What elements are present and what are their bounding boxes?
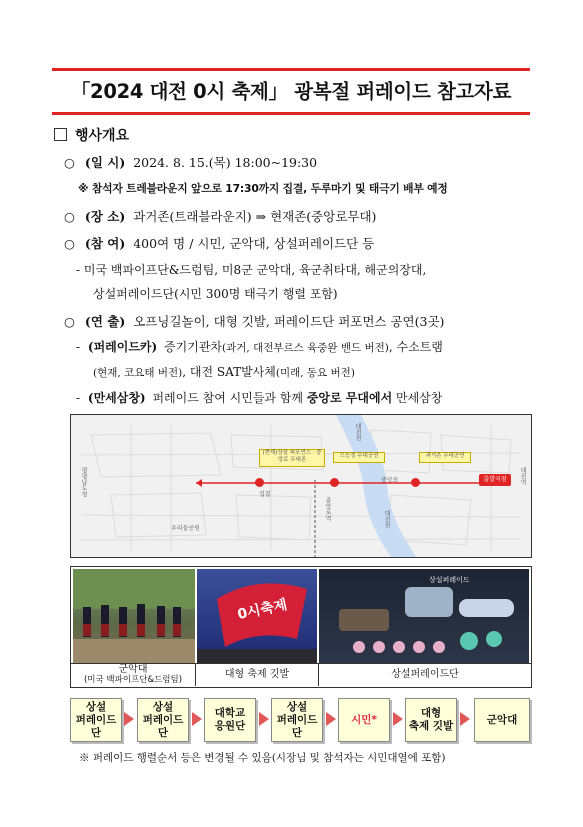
parade-route-map <box>70 414 532 558</box>
circle-bullet-icon: ○ <box>64 236 75 251</box>
map-box-3: 과거존 무대공연 <box>419 452 471 463</box>
assembly-notice: ※ 참석자 트레블라운지 앞으로 17:30까지 집결, 두루마기 및 태극기 배부 예정 <box>78 182 448 195</box>
date-label: (일 시) <box>84 155 126 170</box>
flow-step-6 <box>405 698 457 742</box>
flow-step-2-line1: 상설 <box>152 700 174 713</box>
participants-detail-2: 상설퍼레이드단(시민 300명 태극기 행렬 포함) <box>93 287 338 301</box>
parade-car-note-2: (현재, 코요태 버전) <box>93 367 183 379</box>
map-point-1 <box>255 478 264 487</box>
manse-bold: 중앙로 무대에서 <box>306 391 393 405</box>
flow-step-4 <box>271 698 323 742</box>
manse-text-2: 만세삼창 <box>396 391 443 405</box>
flow-step-1 <box>70 698 122 742</box>
section-heading-text: 행사개요 <box>75 128 130 144</box>
flow-step-2-line2: 퍼레이드단 <box>142 713 184 739</box>
circle-bullet-icon: ○ <box>64 209 75 224</box>
flow-step-7 <box>474 698 530 742</box>
parade-photo-text: 상설퍼레이드 <box>429 576 470 584</box>
flow-arrow-icon <box>192 712 202 726</box>
parade-car-row <box>76 338 443 355</box>
parade-vehicles <box>319 569 529 663</box>
performance-label: (연 출) <box>84 314 126 329</box>
circle-bullet-icon: ○ <box>64 314 75 329</box>
map-label-left: 평평남도청 <box>80 467 87 497</box>
performance-value: 오프닝길놀이, 대형 깃발, 퍼레이드단 퍼포먼스 공연(3곳) <box>133 314 445 329</box>
flow-step-4-line1: 상설 <box>286 700 308 713</box>
caption-military-band <box>71 663 196 686</box>
parade-car-text-3: , 대전 SAT발사체 <box>182 365 276 379</box>
participants-row <box>64 234 374 252</box>
band-figures <box>73 569 195 663</box>
map-label-road2: 대전천 <box>354 423 361 441</box>
photo-festival-flag <box>197 569 317 663</box>
flow-step-5-line1: 시민* <box>351 713 377 726</box>
participants-detail-1: - 미국 백파이프단&드럼팀, 미8군 군악대, 육군취타대, 해군의장대, <box>76 263 427 277</box>
map-box-2: 으능정 무대공연 <box>333 452 385 463</box>
flow-step-3 <box>204 698 256 742</box>
circle-bullet-icon: ○ <box>64 155 75 170</box>
flow-arrow-icon <box>393 712 403 726</box>
page-title: 「2024 대전 0시 축제」 광복절 퍼레이드 참고자료 <box>70 80 512 103</box>
date-row <box>64 153 317 171</box>
map-point-2 <box>330 478 339 487</box>
parade-car-text-1: 증기기관차 <box>164 340 223 354</box>
map-background <box>71 415 531 557</box>
checkbox-square-icon <box>54 128 67 141</box>
parade-car-label: (퍼레이드카) <box>87 340 158 354</box>
parade-car-note-1: (과거, 대전부르스 육중완 밴드 버전) <box>222 342 389 354</box>
performance-row <box>64 312 444 330</box>
footnote: ※ 퍼레이드 행렬순서 등은 변경될 수 있음(시장님 및 참석자는 시민대열에 포함) <box>79 752 446 764</box>
map-box-1: (현재)상설 퍼포먼스 · 중앙로 무대존 <box>259 449 325 467</box>
section-heading <box>54 125 129 145</box>
map-label-bottom: 우리들공원 <box>171 525 200 532</box>
manse-text-1: 퍼레이드 참여 시민들과 함께 <box>152 391 304 405</box>
title-bottom-rule <box>52 112 530 115</box>
flow-arrow-icon <box>259 712 269 726</box>
caption-military-band-line1: 군악대 <box>118 664 148 675</box>
title-top-rule <box>52 68 530 71</box>
flow-step-1-line1: 상설 <box>85 700 107 713</box>
flow-step-1-line2: 퍼레이드단 <box>75 713 117 739</box>
caption-parade-troupe: 상설퍼레이드단 <box>319 663 531 686</box>
flow-step-6-line1: 대형 <box>420 707 442 719</box>
map-label-jungangro: 중앙로 <box>381 477 399 484</box>
flow-step-5 <box>338 698 390 742</box>
manse-label: (만세삼창) <box>87 391 146 405</box>
photo-parade-troupe <box>319 569 529 663</box>
flow-step-3-line1: 대학교 <box>214 707 246 719</box>
map-label-road1: 중앙로역 <box>324 497 331 521</box>
dash-bullet: - <box>76 340 81 354</box>
photo-panel <box>70 566 532 688</box>
map-start-tag: 출발지점 <box>479 474 511 486</box>
caption-military-band-line2: (미국 백파이프단&드럼팀) <box>83 675 183 685</box>
manse-row <box>76 389 442 406</box>
flow-step-4-line2: 퍼레이드단 <box>276 713 318 739</box>
place-value: 과거존(트래블라운지) ⇒ 현재존(중앙로무대) <box>133 209 377 224</box>
parade-car-row-2 <box>93 363 355 380</box>
caption-festival-flag: 대형 축제 깃발 <box>196 663 319 686</box>
flow-arrow-icon <box>460 712 470 726</box>
map-label-right: 대전역 <box>519 467 526 485</box>
place-row <box>64 207 376 225</box>
photo-military-band <box>73 569 195 663</box>
date-value: 2024. 8. 15.(목) 18:00~19:30 <box>133 155 318 170</box>
flow-step-2 <box>137 698 189 742</box>
flow-step-6-line2: 축제 깃발 <box>408 720 454 732</box>
participants-value: 400여 명 / 시민, 군악대, 상설퍼레이드단 등 <box>133 236 375 251</box>
parade-car-note-3: (미래, 동요 버전) <box>275 367 355 379</box>
map-point-3 <box>411 478 420 487</box>
flow-step-3-line2: 응원단 <box>214 720 246 732</box>
flow-arrow-icon <box>326 712 336 726</box>
parade-car-text-2: , 수소트램 <box>388 340 443 354</box>
map-label-assembly: 집결 <box>259 491 271 498</box>
flow-step-7-line1: 군악대 <box>486 713 518 726</box>
participants-label: (참 여) <box>84 236 126 251</box>
flow-arrow-icon <box>124 712 134 726</box>
flag-text: 0시축제 <box>236 596 289 624</box>
map-label-river: 대전천 <box>383 510 390 528</box>
place-label: (장 소) <box>84 209 126 224</box>
dash-bullet: - <box>76 391 81 405</box>
